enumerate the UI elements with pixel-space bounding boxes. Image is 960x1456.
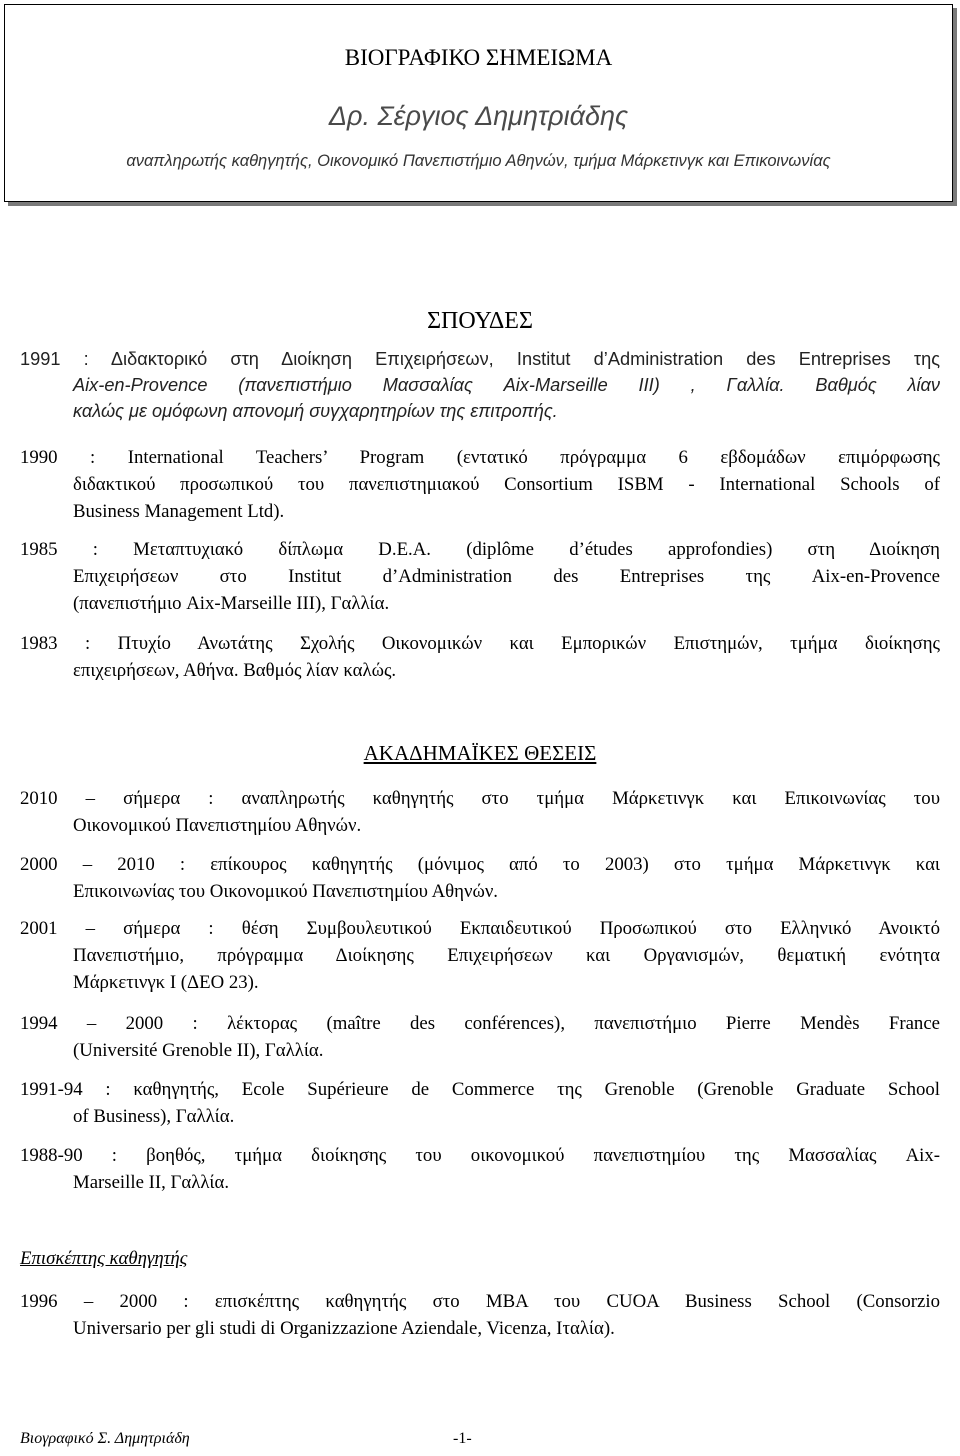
entry-line: επιχειρήσεων, Αθήνα. Βαθμός λίαν καλώς. (73, 660, 397, 681)
entry-line: Επικοινωνίας του Οικονομικού Πανεπιστημίου Αθηνών. (73, 881, 499, 902)
author-name: Δρ. Σέργιος Δημητριάδης (328, 101, 629, 131)
entry-line: Πανεπιστήμιο, πρόγραμμα Διοίκησης Επιχειρήσεων και Οργανισμών, θεματική ενότητα (73, 945, 940, 966)
studies-entry-1985 (20, 536, 940, 617)
header-box (4, 4, 953, 202)
visiting-professor-heading: Επισκέπτης καθηγητής (20, 1248, 188, 1269)
entry-line: of Business), Γαλλία. (73, 1106, 235, 1127)
entry-line: Επιχειρήσεων στο Institut d’Administration des Entreprises της Aix-en-Provence (73, 566, 940, 587)
entry-line: Μάρκετινγκ Ι (ΔΕΟ 23). (73, 972, 259, 993)
entry-line: 1991-94 : καθηγητής, Ecole Supérieure de Commerce της Grenoble (Grenoble Graduate School (20, 1079, 940, 1100)
position-entry (20, 851, 940, 905)
studies-entry-1990 (20, 444, 940, 525)
author-position: αναπληρωτής καθηγητής, Οικονομικό Πανεπιστήμιο Αθηνών, τμήμα Μάρκετινγκ και Επικοινωνίας (126, 152, 831, 170)
entry-line: 2000 – 2010 : επίκουρος καθηγητής (μόνιμος από το 2003) στο τμήμα Μάρκετινγκ και (20, 854, 940, 875)
academic-positions-heading: ΑΚΑΔΗΜΑΪΚΕΣ ΘΕΣΕΙΣ (363, 741, 597, 765)
document-title: ΒΙΟΓΡΑΦΙΚΟ ΣΗΜΕΙΩΜΑ (344, 45, 613, 70)
entry-line: 2010 – σήμερα : αναπληρωτής καθηγητής στο τμήμα Μάρκετινγκ και Επικοινωνίας του (20, 788, 940, 809)
position-entry (20, 915, 940, 996)
position-entry (20, 785, 940, 839)
entry-line: Οικονομικού Πανεπιστημίου Αθηνών. (73, 815, 362, 836)
page-number: -1- (453, 1430, 472, 1447)
entry-line: 1983 : Πτυχίο Ανωτάτης Σχολής Οικονομικών και Εμπορικών Επιστημών, τμήμα διοίκησης (20, 633, 940, 654)
entry-line: 1985 : Μεταπτυχιακό δίπλωμα D.E.A. (diplôme d’études approfondies) στη Διοίκηση (20, 539, 940, 560)
entry-line: (πανεπιστήμιο Aix-Marseille III), Γαλλία. (73, 593, 390, 614)
studies-entry-1983 (20, 630, 940, 684)
entry-line: 1994 – 2000 : λέκτορας (maître des conférences), πανεπιστήμιο Pierre Mendès France (20, 1013, 940, 1034)
entry-line: Aix-en-Provence (πανεπιστήμιο Μασσαλίας Aix-Marseille III) , Γαλλία. Βαθμός λίαν (73, 375, 940, 395)
footer-label: Βιογραφικό Σ. Δημητριάδη (20, 1430, 190, 1447)
entry-line: (Université Grenoble II), Γαλλία. (73, 1040, 324, 1061)
studies-entry-1991 (20, 346, 940, 424)
position-entry (20, 1142, 940, 1196)
entry-line: Universario per gli studi di Organizzazione Aziendale, Vicenza, Ιταλία). (73, 1318, 615, 1339)
entry-line: 2001 – σήμερα : θέση Συμβουλευτικού Εκπαιδευτικού Προσωπικού στο Ελληνικό Ανοικτό (20, 918, 940, 939)
entry-line: Business Management Ltd). (73, 501, 285, 522)
entry-line: 1996 – 2000 : επισκέπτης καθηγητής στο MBA του CUOA Business School (Consorzio (20, 1291, 940, 1312)
entry-line: 1988-90 : βοηθός, τμήμα διοίκησης του οικονομικού πανεπιστημίου της Μασσαλίας Aix- (20, 1145, 940, 1166)
position-entry (20, 1076, 940, 1130)
entry-line: καλώς με ομόφωνη απονομή συγχαρητηρίων της επιτροπής. (73, 401, 558, 421)
studies-heading: ΣΠΟΥΔΕΣ (427, 308, 533, 334)
visiting-entry (20, 1288, 940, 1342)
entry-line: 1991 : Διδακτορικό στη Διοίκηση Επιχειρήσεων, Institut d’Administration des Entreprises της (20, 349, 940, 369)
entry-line: διδακτικού προσωπικού του πανεπιστημιακού Consortium ISBM - International Schools of (73, 474, 940, 495)
entry-line: 1990 : International Teachers’ Program (εντατικό πρόγραμμα 6 εβδομάδων επιμόρφωσης (20, 447, 940, 468)
position-entry (20, 1010, 940, 1064)
entry-line: Marseille II, Γαλλία. (73, 1172, 230, 1193)
